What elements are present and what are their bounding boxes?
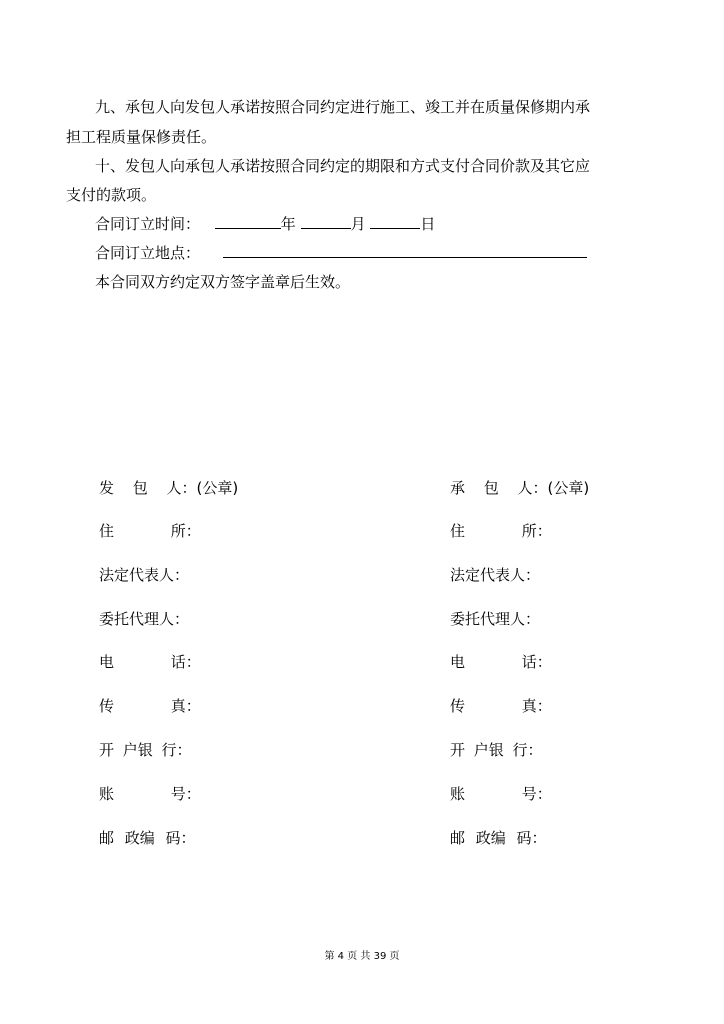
signing-place-label: 合同订立地点： xyxy=(95,244,201,262)
signing-time-label: 合同订立时间： xyxy=(95,215,201,233)
year-label: 年 xyxy=(280,215,296,233)
left-party-title: 发 包 人：(公章) xyxy=(99,479,239,497)
left-party-bank: 开 户银 行： xyxy=(99,741,192,759)
clause-9-line-2: 担工程质量保修责任。 xyxy=(66,128,217,146)
month-label: 月 xyxy=(350,215,366,233)
clause-10-line-1: 十、发包人向承包人承诺按照合同约定的期限和方式支付合同价款及其它应 xyxy=(95,157,591,175)
year-blank xyxy=(215,214,281,229)
right-party-phone: 电 话： xyxy=(450,653,552,671)
right-party-legal-rep: 法定代表人： xyxy=(450,566,541,584)
right-party-agent: 委托代理人： xyxy=(450,610,541,628)
left-party-address: 住 所： xyxy=(99,522,201,540)
right-party-address: 住 所： xyxy=(450,522,552,540)
day-label: 日 xyxy=(420,215,436,233)
effect-sentence: 本合同双方约定双方签字盖章后生效。 xyxy=(95,273,351,291)
left-party-agent: 委托代理人： xyxy=(99,610,190,628)
right-party-account: 账 号： xyxy=(450,785,552,803)
page-footer: 第 4 页 共 39 页 xyxy=(324,951,400,962)
left-party-phone: 电 话： xyxy=(99,653,201,671)
right-party-title: 承 包 人：(公章) xyxy=(450,479,590,497)
month-blank xyxy=(301,214,351,229)
clause-10-line-2: 支付的款项。 xyxy=(66,186,157,204)
left-party-legal-rep: 法定代表人： xyxy=(99,566,190,584)
day-blank xyxy=(370,214,420,229)
right-party-postcode: 邮 政编 码： xyxy=(450,829,547,847)
signing-time-row xyxy=(95,214,435,234)
left-party-fax: 传 真： xyxy=(99,697,201,715)
left-party-account: 账 号： xyxy=(99,785,201,803)
clause-9-line-1: 九、承包人向发包人承诺按照合同约定进行施工、竣工并在质量保修期内承 xyxy=(95,98,591,116)
left-party-postcode: 邮 政编 码： xyxy=(99,829,196,847)
place-blank xyxy=(223,243,587,258)
signing-place-row xyxy=(95,243,587,263)
right-party-bank: 开 户银 行： xyxy=(450,741,543,759)
right-party-fax: 传 真： xyxy=(450,697,552,715)
